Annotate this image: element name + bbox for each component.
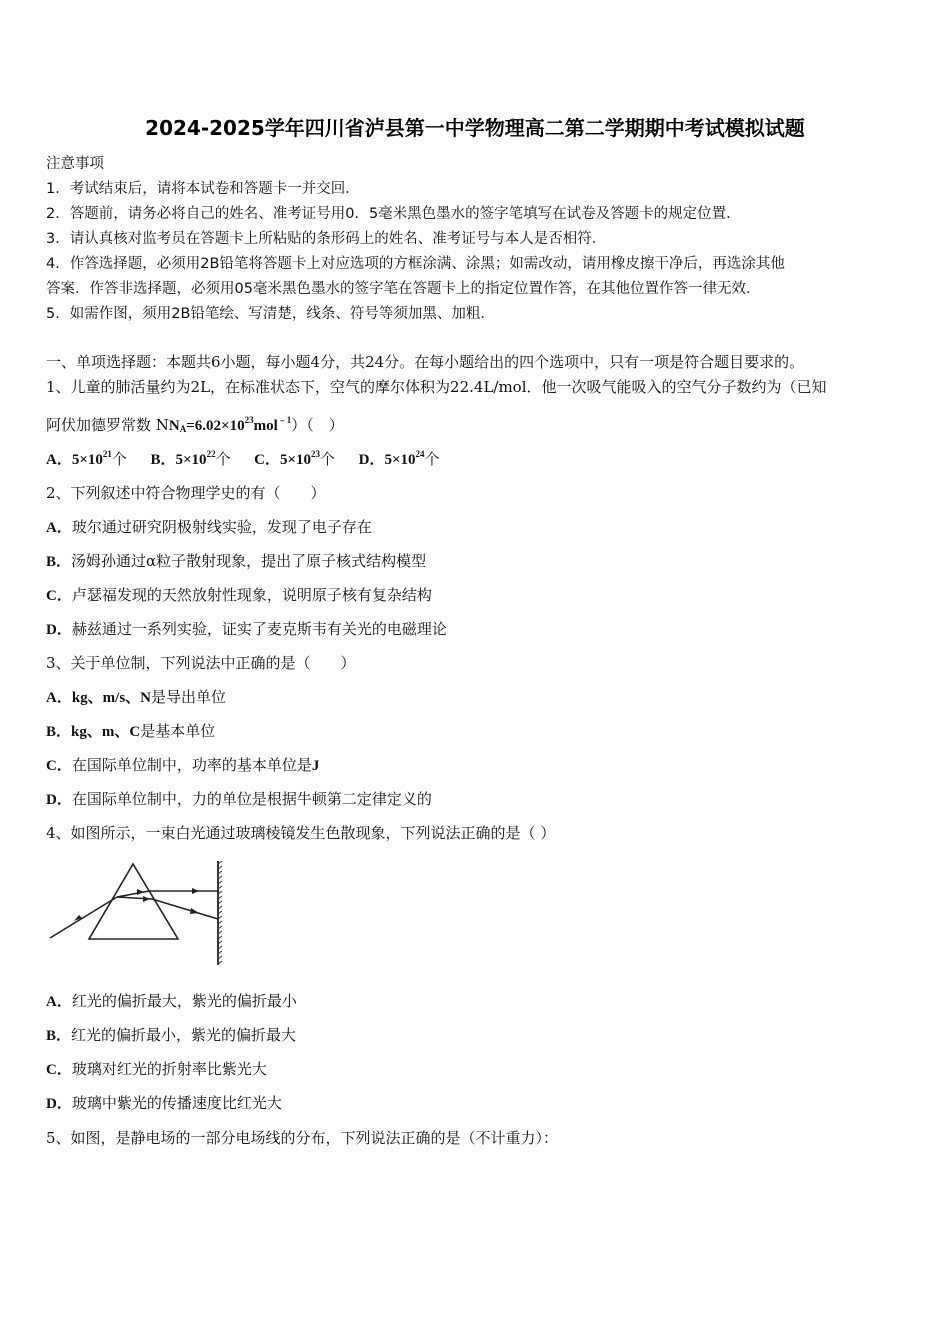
question-2-stem: 2、下列叙述中符合物理学史的有（ ）	[46, 484, 326, 502]
question-1-stem-suffix: ）（ ）	[291, 416, 344, 434]
question-1-stem-line1: 1、儿童的肺活量约为2L，在标准状态下，空气的摩尔体积为22.4L/mol．他一次吸气能吸入的空气分子数约为（已知	[46, 378, 827, 396]
option-text: 玻璃中紫光的传播速度比红光大	[71, 1094, 282, 1112]
q3-option-a[interactable]	[46, 686, 226, 707]
option-unit: 个	[215, 450, 231, 468]
q1-option-a[interactable]	[46, 450, 127, 468]
option-text: 红光的偏折最小，紫光的偏折最大	[71, 1026, 297, 1044]
avogadro-unit: mol	[253, 418, 278, 434]
option-text: 玻尔通过研究阴极射线实验，发现了电子存在	[71, 518, 372, 536]
option-exp: 21	[102, 449, 112, 459]
q1-option-d[interactable]	[359, 450, 440, 468]
q2-option-d[interactable]	[46, 618, 447, 639]
q4-option-b[interactable]	[46, 1024, 296, 1045]
option-letter: A．	[46, 452, 72, 468]
option-text: 是导出单位	[151, 688, 227, 706]
option-letter: B．	[46, 1028, 72, 1044]
option-units: kg、m/s、N	[71, 690, 152, 706]
q4-option-d[interactable]	[46, 1092, 282, 1113]
option-text: 红光的偏折最大，紫光的偏折最小	[71, 992, 297, 1010]
notice-item-5: 5．如需作图，须用2B铅笔绘、写清楚，线条、符号等须加黑、加粗．	[46, 306, 495, 322]
q3-option-d[interactable]	[46, 788, 432, 809]
arrow-icon	[190, 908, 199, 914]
option-letter: D．	[46, 1096, 72, 1112]
question-3-stem: 3、关于单位制，下列说法中正确的是（ ）	[46, 654, 356, 672]
avogadro-unit-exp: ﹣1	[277, 415, 292, 425]
question-1-stem-line2	[46, 413, 344, 435]
avogadro-exp: 23	[244, 415, 254, 425]
arrow-icon	[137, 889, 144, 895]
notice-item-4-cont: 答案．作答非选择题，必须用05毫米黑色墨水的签字笔在答题卡上的指定位置作答，在其他位置作答一律无效．	[46, 281, 761, 297]
option-exp: 22	[206, 449, 216, 459]
option-units: kg、m、C	[71, 724, 141, 740]
option-exp: 24	[415, 449, 425, 459]
incident-ray	[50, 897, 117, 938]
option-text: 玻璃对红光的折射率比紫光大	[71, 1060, 267, 1078]
arrow-icon	[192, 888, 199, 894]
option-letter: C．	[254, 452, 280, 468]
notice-item-3: 3．请认真核对监考员在答题卡上所粘贴的条形码上的姓名、准考证号与本人是否相符．	[46, 231, 607, 247]
arrow-icon	[143, 896, 150, 902]
prism-figure-svg	[44, 858, 234, 968]
option-base: 5×10	[279, 452, 312, 468]
option-letter: A．	[46, 690, 72, 706]
refracted-ray-top	[117, 891, 149, 897]
option-text: 在国际单位制中，力的单位是根据牛顿第二定律定义的	[71, 790, 432, 808]
q4-option-a[interactable]	[46, 990, 297, 1011]
option-text: 汤姆孙通过α粒子散射现象，提出了原子核式结构模型	[71, 552, 427, 570]
option-letter: B．	[46, 724, 72, 740]
option-unit: 个	[424, 450, 440, 468]
option-exp: 23	[311, 449, 321, 459]
q2-option-b[interactable]	[46, 550, 426, 571]
question-4-stem: 4、如图所示，一束白光通过玻璃棱镜发生色散现象，下列说法正确的是（ ）	[46, 824, 556, 842]
avogadro-symbol	[169, 418, 180, 434]
question-1-stem-prefix: 阿伏加德罗常数 N	[46, 416, 169, 434]
option-unit: 个	[320, 450, 336, 468]
option-letter: D．	[358, 452, 385, 468]
q3-option-c[interactable]	[46, 754, 319, 775]
option-unit: 个	[111, 450, 127, 468]
avogadro-value: =6.02×10	[186, 418, 245, 434]
q2-option-c[interactable]	[46, 584, 432, 605]
option-text: 卢瑟福发现的天然放射性现象，说明原子核有复杂结构	[71, 586, 432, 604]
option-letter: C．	[46, 588, 72, 604]
option-letter: D．	[46, 792, 72, 808]
option-text: 在国际单位制中，功率的基本单位是	[71, 756, 312, 774]
option-letter: B．	[46, 554, 72, 570]
section-heading: 一、单项选择题：本题共6小题，每小题4分，共24分。在每小题给出的四个选项中，只有一项是符合题目要求的。	[46, 353, 805, 371]
option-text: 赫兹通过一系列实验，证实了麦克斯韦有关光的电磁理论	[71, 620, 447, 638]
question-5-stem: 5、如图，是静电场的一部分电场线的分布，下列说法正确的是（不计重力）：	[46, 1129, 559, 1147]
option-letter: A．	[46, 520, 72, 536]
q4-option-c[interactable]	[46, 1058, 267, 1079]
option-text: 是基本单位	[140, 722, 216, 740]
avogadro-N: N	[168, 418, 180, 434]
notice-item-1: 1．考试结束后，请将本试卷和答题卡一并交回．	[46, 181, 360, 197]
question-1-options	[46, 448, 440, 469]
option-letter: B．	[150, 452, 176, 468]
document-title: 2024-2025学年四川省泸县第一中学物理高二第二学期期中考试模拟试题	[145, 116, 805, 140]
option-unit: J	[311, 758, 320, 774]
q1-option-c[interactable]	[254, 450, 335, 468]
q2-option-a[interactable]	[46, 516, 372, 537]
option-base: 5×10	[71, 452, 103, 468]
q1-option-b[interactable]	[150, 450, 230, 468]
notice-item-2: 2．答题前，请务必将自己的姓名、准考证号用0．5毫米黑色墨水的签字笔填写在试卷及答题卡的规定位置．	[46, 206, 741, 222]
prism-dispersion-diagram	[44, 858, 234, 968]
option-letter: C．	[46, 758, 72, 774]
prism-triangle	[89, 864, 178, 939]
notice-item-4: 4．作答选择题，必须用2B铅笔将答题卡上对应选项的方框涂满、涂黑；如需改动，请用橡皮擦干净后，再选涂其他	[46, 256, 785, 272]
notices-heading: 注意事项	[46, 156, 104, 172]
option-letter: D．	[46, 622, 72, 638]
option-base: 5×10	[384, 452, 416, 468]
avogadro-sub: A	[179, 424, 187, 434]
option-letter: C．	[46, 1062, 72, 1078]
exit-ray-bottom	[152, 899, 218, 919]
q3-option-b[interactable]	[46, 720, 215, 741]
option-letter: A．	[46, 994, 72, 1010]
option-base: 5×10	[175, 452, 207, 468]
